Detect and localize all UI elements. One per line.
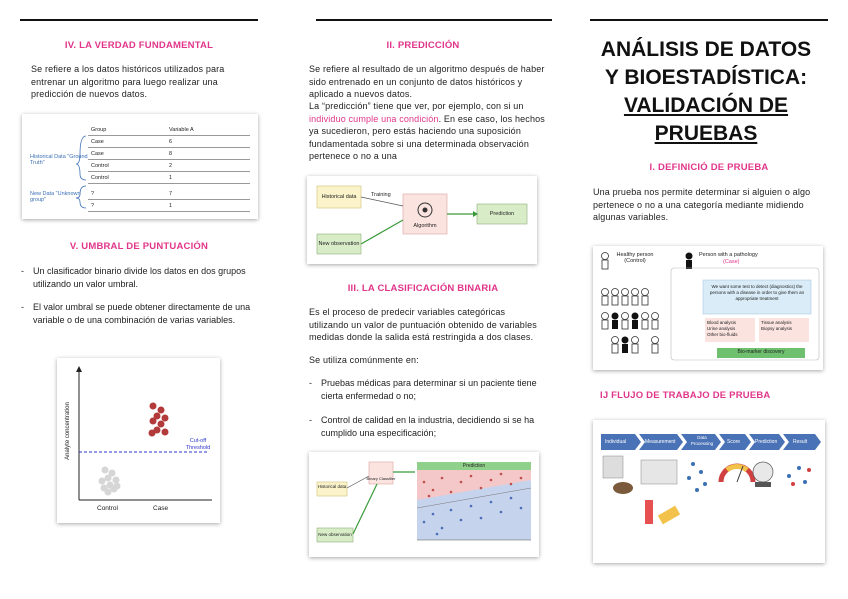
new-data-label: New Data "Unknown group"	[30, 191, 81, 203]
section2-heading: II. PREDICCIÓN	[386, 40, 460, 51]
section4-text: Se refiere a los datos históricos utilizados para entrenar un algoritmo para luego realizar una predicción de nuevos datos.	[31, 64, 225, 99]
step-individual: Individual	[605, 439, 627, 445]
section5-heading: V. UMBRAL DE PUNTUACIÓN	[69, 241, 209, 252]
ground-truth-table	[88, 124, 250, 212]
bullet-dash: -	[21, 266, 24, 276]
list-item: Other bio-fluids	[707, 332, 738, 337]
cutoff-label: Cut-off Threshold	[185, 438, 211, 451]
want-text: We want some test to detect (diagnostics) the persons with a disease in order to give them an appropriate treatment	[709, 284, 805, 301]
section5-bullet1: - Un clasificador binario divide los datos en dos grupos utilizando un valor umbral.	[21, 266, 246, 289]
section3-text: Es el proceso de predecir variables categóricas utilizando un valor de puntuación obtenido de variables medidas donde la salida está restringida a dos clases.	[309, 307, 537, 342]
table-header-group: Group	[88, 124, 166, 136]
x-label-case: Case	[153, 505, 169, 512]
pred-algorithm-label: Algorithm	[413, 223, 437, 229]
y-axis-label: Analyte concentration	[65, 402, 71, 460]
prediction-figure	[307, 176, 537, 264]
section1-heading: I. DEFINICIÓ DE PRUEBA	[649, 162, 769, 173]
list-b	[761, 320, 792, 332]
main-title	[580, 36, 832, 148]
prediction-diagram	[307, 176, 537, 264]
x-label-control: Control	[97, 505, 118, 512]
table-row: Control 1	[88, 172, 250, 184]
ground-truth-figure	[22, 114, 258, 219]
title-line2: Y BIOESTADÍSTICA:	[604, 66, 808, 89]
step-prediction: Prediction	[755, 439, 778, 445]
section1-text: Una prueba nos permite determinar si alguien o algo pertenece o no a una categoría mediante midiendo algunas variables.	[593, 187, 811, 222]
threshold-figure	[57, 358, 220, 523]
bullet-dash: -	[21, 302, 24, 312]
title-line1: ANÁLISIS DE DATOS	[600, 38, 812, 61]
section4-heading: IV. LA VERDAD FUNDAMENTAL	[64, 40, 214, 51]
definition-figure	[593, 246, 823, 370]
section3-text2: Se utiliza comúnmente en:	[309, 355, 419, 365]
cls-new-obs-label: New observation	[318, 532, 352, 537]
flow-heading: IJ FLUJO DE TRABAJO DE PRUEBA	[600, 390, 771, 401]
cls-prediction-label: Prediction	[462, 463, 486, 469]
title-line4: PRUEBAS	[654, 122, 758, 145]
column1-top-rule	[20, 19, 258, 21]
step-result: Result	[793, 439, 808, 445]
column2-top-rule	[316, 19, 552, 21]
classification-figure	[309, 452, 539, 557]
pred-new-obs-label: New observation	[318, 241, 360, 247]
cls-classifier-label: Binary Classifier	[366, 476, 396, 481]
pred-historical-label: Historical data	[321, 194, 357, 200]
title-line3: VALIDACIÓN DE	[623, 94, 789, 117]
historical-data-label: Historical Data "Ground Truth"	[30, 154, 88, 166]
list-item: Tissue analysis	[761, 320, 792, 325]
highlight-phrase: individuo cumple una condición	[309, 113, 439, 124]
cls-historical-label: Historical data	[317, 484, 347, 489]
table-row: Case 6	[88, 136, 250, 148]
table-row: Control 2	[88, 160, 250, 172]
biomarker-label: Bio-marker discovery	[737, 349, 785, 355]
column3-top-rule	[590, 19, 828, 21]
table-row: ? 1	[88, 200, 250, 212]
list-item: Blood analysis	[707, 320, 737, 325]
bullet-dash: -	[309, 415, 312, 425]
section3-heading: III. LA CLASIFICACIÓN BINARIA	[347, 283, 499, 294]
table-row: Case 8	[88, 148, 250, 160]
section3-bullet1: - Pruebas médicas para determinar si un paciente tiene cierta enfermedad o no;	[309, 378, 537, 401]
section2-text-b: La “predicción” tiene que ver, por ejemplo, con si un individuo cumple una condición. En ese caso, los hechos ya sucedieron, pero estás haciendo una suposición fundamentada sobre si una determinada observación pertenece o no a una	[309, 101, 545, 161]
pathology-label: Person with a pathology	[699, 252, 758, 258]
list-item: Urine analysis	[707, 326, 736, 331]
section5-bullet2: - El valor umbral se puede obtener directamente de una variable o de una combinación de varias variables.	[21, 302, 251, 325]
pred-prediction-label: Prediction	[489, 211, 515, 217]
bullet-dash: -	[309, 378, 312, 388]
case-label: (Case)	[723, 259, 740, 265]
workflow-figure	[593, 420, 825, 563]
step-score: Score	[727, 439, 741, 445]
list-a	[707, 320, 738, 338]
step-measurement: Measurement	[645, 439, 676, 445]
section3-bullet2: - Control de calidad en la industria, decidiendo si se ha cumplido una especificación;	[309, 415, 535, 438]
list-item: Biopsy analysis	[761, 326, 793, 331]
step-data-processing: Data Processing	[690, 435, 714, 446]
section2-text-a: Se refiere al resultado de un algoritmo después de haber sido entrenado en un conjunto de datos históricos y aplicado a nuevos datos.	[309, 64, 545, 99]
pred-training-label: Training	[371, 192, 391, 198]
healthy-label: Healthy person (Control)	[616, 252, 654, 264]
table-header-variable: Variable A	[166, 124, 250, 136]
table-row: ? 7	[88, 184, 250, 200]
